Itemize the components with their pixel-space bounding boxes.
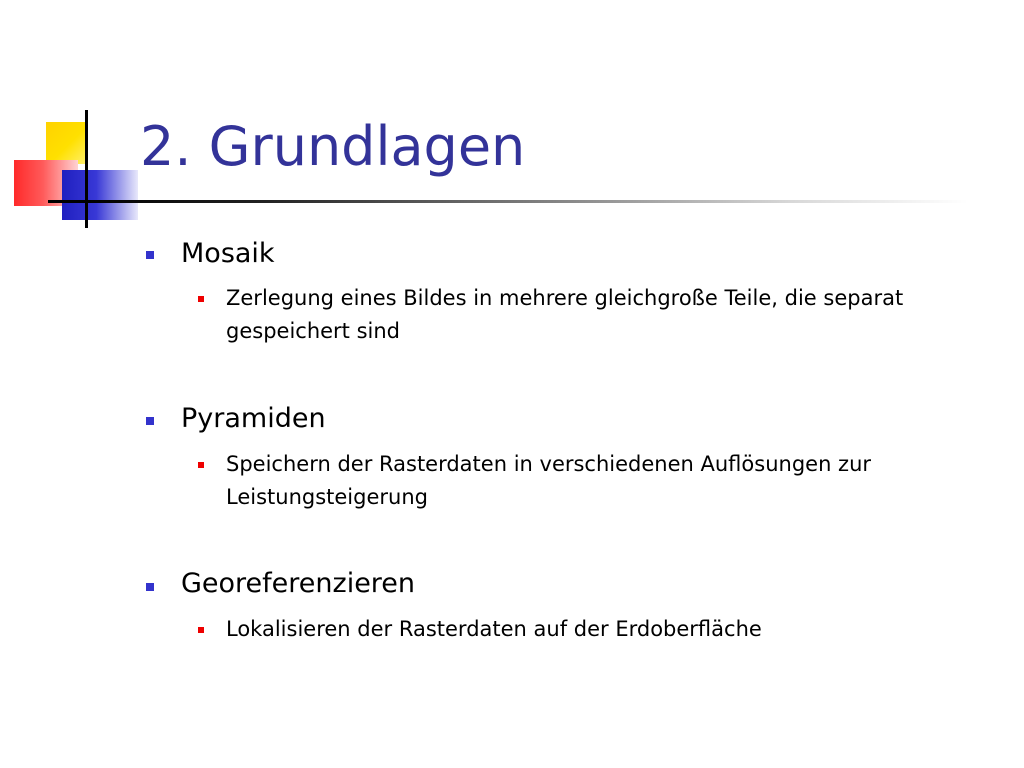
square-bullet-icon — [146, 583, 154, 591]
slide-title: 2. Grundlagen — [140, 115, 526, 178]
small-square-bullet-icon — [198, 627, 204, 633]
sub-bullet-mosaik: Zerlegung eines Bildes in mehrere gleichgroße Teile, die separat gespeichert sind — [226, 286, 904, 343]
bullet-item-georeferenzieren: Georeferenzieren — [181, 568, 416, 599]
bullet-item-mosaik: Mosaik — [181, 238, 275, 269]
small-square-bullet-icon — [198, 462, 204, 468]
sub-bullet-georeferenzieren: Lokalisieren der Rasterdaten auf der Erdoberfläche — [226, 617, 762, 641]
logo-vertical-line — [85, 110, 88, 228]
sub-bullet-pyramiden: Speichern der Rasterdaten in verschiedenen Auflösungen zur Leistungsteigerung — [226, 452, 872, 509]
title-underline — [88, 200, 968, 203]
bullet-item-pyramiden: Pyramiden — [181, 403, 326, 434]
square-bullet-icon — [146, 251, 154, 259]
square-bullet-icon — [146, 417, 154, 425]
small-square-bullet-icon — [198, 296, 204, 302]
logo-blue-square — [62, 170, 138, 220]
logo-yellow-square — [46, 122, 86, 164]
